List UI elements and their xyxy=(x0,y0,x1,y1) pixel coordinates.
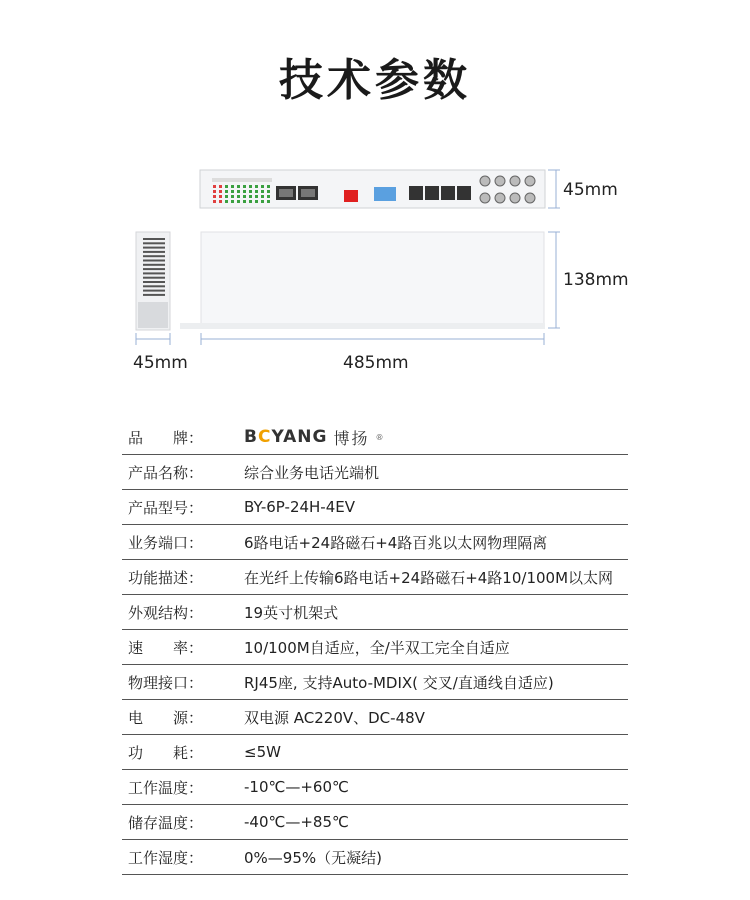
spec-key: 外观结构： xyxy=(122,595,238,630)
top-view xyxy=(201,232,544,326)
led-indicator xyxy=(219,190,222,193)
led-indicator xyxy=(225,190,228,193)
led-indicator xyxy=(237,190,240,193)
spec-key: 产品型号： xyxy=(122,490,238,525)
brand-logo-o: C xyxy=(257,427,272,447)
spec-key: 业务端口： xyxy=(122,525,238,560)
dim-height-front-label: 45mm xyxy=(563,180,618,200)
led-indicator xyxy=(231,185,234,188)
vent-slot xyxy=(143,285,165,287)
spec-value: BY-6P-24H-4EV xyxy=(238,490,628,525)
dip-switch xyxy=(374,187,396,201)
led-indicator xyxy=(225,195,228,198)
device-drawing xyxy=(0,0,750,400)
led-indicator xyxy=(249,190,252,193)
spec-row xyxy=(122,490,628,525)
spec-key: 速 率： xyxy=(122,630,238,665)
vent-slot xyxy=(143,272,165,274)
vent-slot xyxy=(143,260,165,262)
spec-key: 工作温度： xyxy=(122,770,238,805)
led-indicator xyxy=(255,195,258,198)
brand-logo-b: B xyxy=(244,427,258,447)
spec-row xyxy=(122,595,628,630)
spec-value: 综合业务电话光端机 xyxy=(238,455,628,490)
spec-key: 工作湿度： xyxy=(122,840,238,875)
dim-height-side-label: 138mm xyxy=(563,270,629,290)
spec-key: 功 耗： xyxy=(122,735,238,770)
led-indicator xyxy=(255,200,258,203)
spec-table xyxy=(122,420,628,875)
led-indicator xyxy=(213,195,216,198)
led-indicator xyxy=(231,200,234,203)
led-indicator xyxy=(249,200,252,203)
led-indicator xyxy=(243,195,246,198)
led-indicator xyxy=(267,185,270,188)
led-indicator xyxy=(219,200,222,203)
vent-slot xyxy=(143,255,165,257)
led-indicator xyxy=(237,200,240,203)
spec-row xyxy=(122,735,628,770)
device-figure xyxy=(0,0,750,400)
led-indicator xyxy=(213,200,216,203)
led-grid xyxy=(212,178,272,182)
spec-key: 产品名称： xyxy=(122,455,238,490)
spec-value: 6路电话+24路磁石+4路百兆以太网物理隔离 xyxy=(238,525,628,560)
led-indicator xyxy=(249,195,252,198)
vent-slot xyxy=(143,247,165,249)
vent-slot xyxy=(143,251,165,253)
vent-slot xyxy=(143,264,165,266)
led-indicator xyxy=(255,190,258,193)
led-indicator xyxy=(243,190,246,193)
led-indicator xyxy=(249,185,252,188)
led-indicator xyxy=(255,185,258,188)
led-indicator xyxy=(267,200,270,203)
spec-row xyxy=(122,560,628,595)
led-indicator xyxy=(225,200,228,203)
led-indicator xyxy=(261,195,264,198)
spec-value: 19英寸机架式 xyxy=(238,595,628,630)
vent-slot xyxy=(143,242,165,244)
led-indicator xyxy=(225,185,228,188)
led-indicator xyxy=(213,185,216,188)
spec-key: 储存温度： xyxy=(122,805,238,840)
led-indicator xyxy=(267,190,270,193)
spec-row xyxy=(122,665,628,700)
spec-row xyxy=(122,700,628,735)
spec-value: 双电源 AC220V、DC-48V xyxy=(238,700,628,735)
spec-key: 功能描述： xyxy=(122,560,238,595)
led-indicator xyxy=(261,185,264,188)
vent-slot xyxy=(143,290,165,292)
spec-value: ≤5W xyxy=(238,735,628,770)
side-view xyxy=(136,232,170,330)
led-indicator xyxy=(231,195,234,198)
led-indicator xyxy=(267,195,270,198)
rj45-port xyxy=(457,186,471,200)
spec-row xyxy=(122,420,628,455)
spec-value: 0%—95%（无凝结) xyxy=(238,840,628,875)
spec-key: 电 源： xyxy=(122,700,238,735)
led-indicator xyxy=(243,200,246,203)
spec-row xyxy=(122,770,628,805)
spec-row xyxy=(122,805,628,840)
led-indicator xyxy=(243,185,246,188)
page-title: 技术参数 xyxy=(279,55,471,106)
vent-slot xyxy=(143,294,165,296)
led-indicator xyxy=(231,190,234,193)
led-indicator xyxy=(219,185,222,188)
led-indicator xyxy=(213,190,216,193)
dim-width-label: 485mm xyxy=(343,353,409,373)
brand-registered-mark: ® xyxy=(375,432,384,442)
rj45-port xyxy=(409,186,423,200)
led-indicator xyxy=(237,185,240,188)
spec-row xyxy=(122,630,628,665)
brand-logo xyxy=(244,426,628,449)
spec-row xyxy=(122,455,628,490)
vent-slot xyxy=(143,277,165,279)
vent-slot xyxy=(143,268,165,270)
rj45-port xyxy=(425,186,439,200)
spec-value: 10/100M自适应，全/半双工完全自适应 xyxy=(238,630,628,665)
led-indicator xyxy=(237,195,240,198)
brand-logo-rest: YANG xyxy=(271,427,328,447)
brand-name-cn: 博扬 xyxy=(333,428,370,448)
led-indicator xyxy=(261,190,264,193)
vent-slot xyxy=(143,281,165,283)
spec-key: 物理接口： xyxy=(122,665,238,700)
led-indicator xyxy=(219,195,222,198)
spec-value: -10℃—+60℃ xyxy=(238,770,628,805)
spec-key: 品 牌： xyxy=(122,420,238,455)
spec-value: 在光纤上传输6路电话+24路磁石+4路10/100M以太网 xyxy=(238,560,628,595)
vent-slot xyxy=(143,238,165,240)
power-switch xyxy=(344,190,358,202)
spec-value: RJ45座, 支持Auto-MDIX( 交叉/直通线自适应) xyxy=(238,665,628,700)
spec-row xyxy=(122,525,628,560)
spec-value: -40℃—+85℃ xyxy=(238,805,628,840)
spec-value xyxy=(238,420,628,455)
led-indicator xyxy=(261,200,264,203)
spec-row xyxy=(122,840,628,875)
rj45-port xyxy=(441,186,455,200)
dim-depth-label: 45mm xyxy=(133,353,188,373)
